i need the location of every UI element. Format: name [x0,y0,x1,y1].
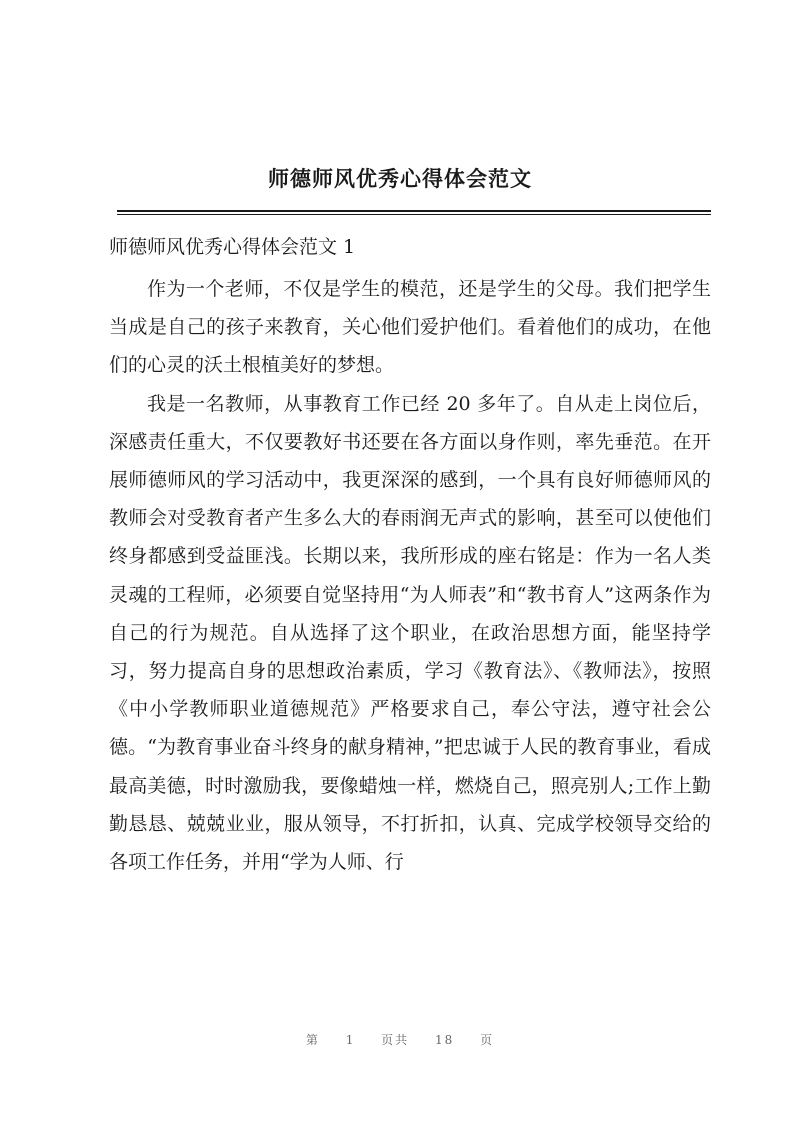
paragraph: 我是一名教师，从事教育工作已经 20 多年了。自从走上岗位后，深感责任重大，不仅要教好书还要在各方面以身作则，率先垂范。在开展师德师风的学习活动中，我更深深的感到，一个具有良好师德师风的教师会对受教育者产生多么大的春雨润无声式的影响，甚至可以使他们终身都感到受益匪浅。长期以来，我所形成的座右铭是：作为一名人类灵魂的工程师，必须要自觉坚持用“为人师表”和“教书育人”这两条作为自己的行为规范。自从选择了这个职业，在政治思想方面，能坚持学习，努力提高自身的思想政治素质，学习《教育法》、《教师法》，按照《中小学教师职业道德规范》严格要求自己，奉公守法，遵守社会公德。“为教育事业奋斗终身的献身精神，”把忠诚于人民的教育事业，看成最高美德，时时激励我，要像蜡烛一样，燃烧自己，照亮别人;工作上勤勤恳恳、兢兢业业，服从领导，不打折扣，认真、完成学校领导交给的各项工作任务，并用“学为人师、行 [109,392,711,874]
section-heading: 师德师风优秀心得体会范文 1 [109,236,356,258]
footer-label-of: 页共 [381,1033,410,1047]
footer-current-page: 1 [345,1033,356,1047]
footer-label-page: 第 [305,1033,320,1047]
paragraph: 作为一个老师，不仅是学生的模范，还是学生的父母。我们把学生当成是自己的孩子来教育，关心他们爱护他们。看着他们的成功，在他们的心灵的沃土根植美好的梦想。 [109,278,711,377]
footer-total-pages: 18 [435,1033,455,1047]
document-title: 师德师风优秀心得体会范文 [268,166,532,191]
footer-label-end: 页 [480,1033,495,1047]
title-rule-thick [117,210,711,212]
document-body [109,270,711,881]
title-rule-thin [117,214,711,215]
page-number-footer [0,1031,800,1048]
